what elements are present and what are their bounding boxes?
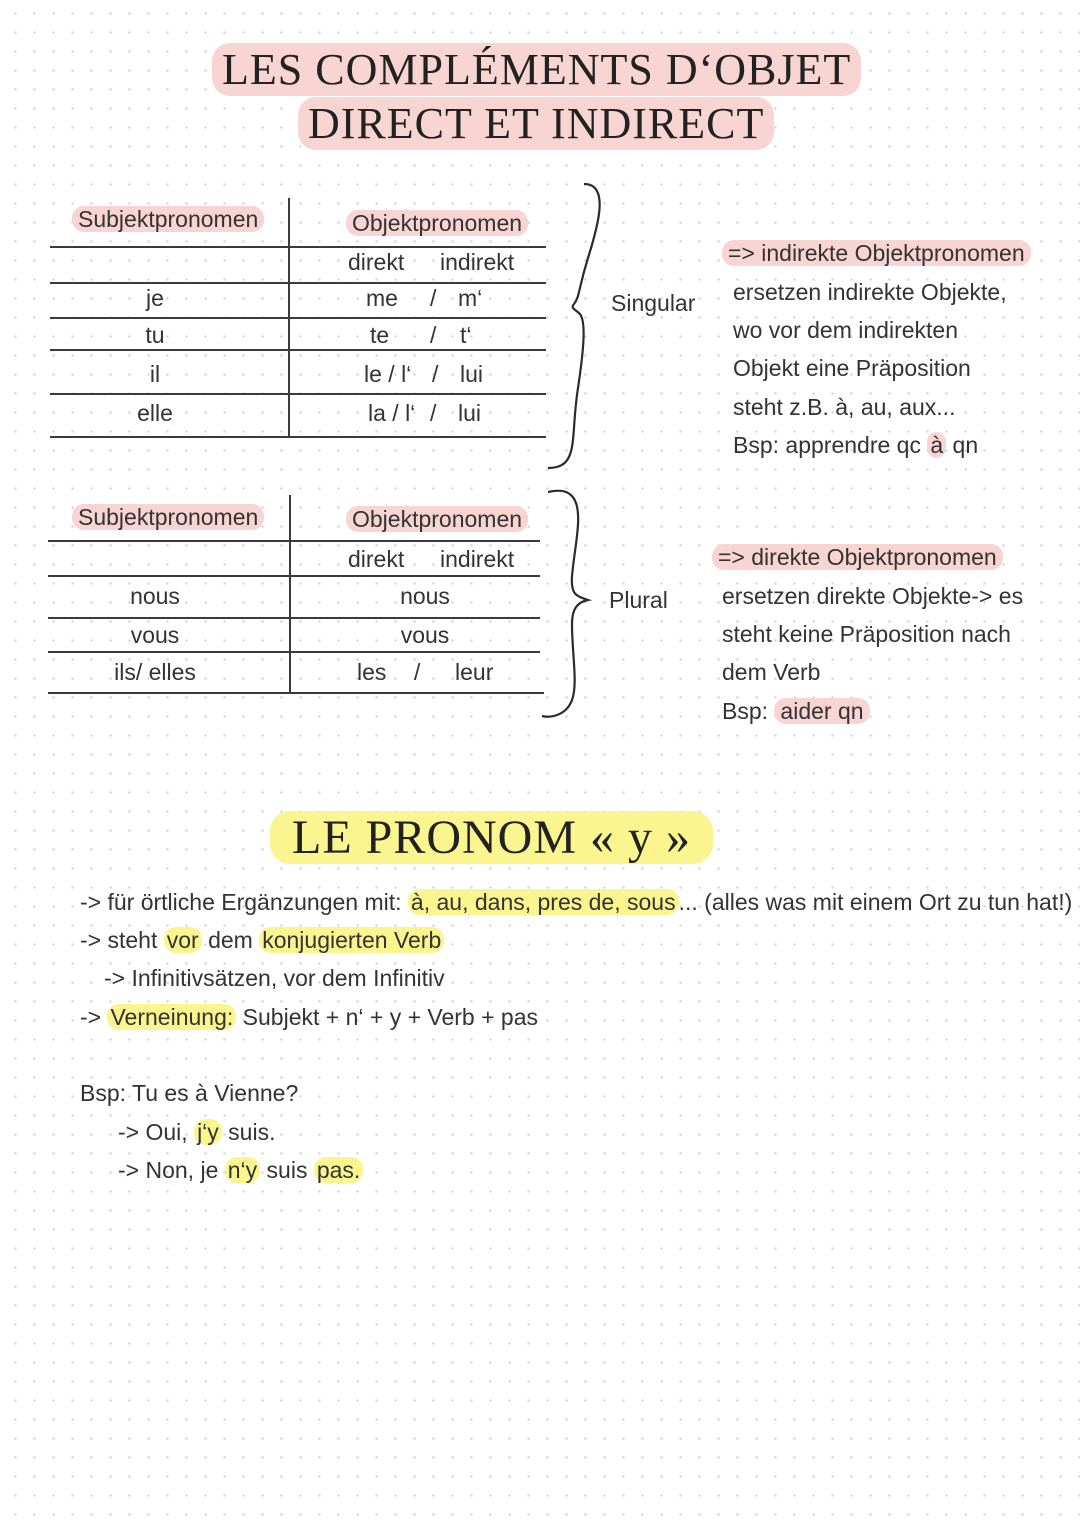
rule-line-2: -> steht vor dem konjugierten Verb (80, 929, 444, 952)
rule-line-3: -> Infinitivsätzen, vor dem Infinitiv (104, 965, 445, 991)
subject-il: il (149, 361, 161, 387)
object-indirect: lui (460, 361, 484, 387)
rule-line-4: -> Verneinung: Subjekt + n‘ + y + Verb + pas (80, 1004, 539, 1030)
object-indirect: leur (455, 659, 494, 685)
col-indirect: indirekt (440, 546, 515, 572)
object-nous: nous (400, 583, 450, 609)
object-direct: la / l‘ (368, 400, 416, 426)
col-direct: direkt (348, 546, 405, 572)
note-example: Bsp: aider qn (722, 700, 870, 723)
plural-label: Plural (609, 587, 668, 613)
separator: / (430, 322, 437, 348)
separator: / (432, 361, 439, 387)
note-line: ersetzen direkte Objekte-> es (722, 583, 1024, 609)
object-direct: me (366, 285, 398, 311)
object-direct: te (370, 322, 390, 348)
col-direct: direkt (348, 249, 405, 275)
page-title-line1: LES COMPLÉMENTS D‘OBJET (212, 48, 861, 92)
note-line: ersetzen indirekte Objekte, (733, 279, 1007, 305)
singular-brace-icon (540, 178, 610, 473)
separator: / (430, 400, 437, 426)
page-title-line2: DIRECT ET INDIRECT (298, 102, 774, 146)
plural-brace-icon (538, 484, 608, 724)
example-question: Bsp: Tu es à Vienne? (80, 1080, 299, 1106)
note-line: steht z.B. à, au, aux... (733, 394, 956, 420)
subject-tu: tu (145, 322, 165, 348)
subject-ils-elles: ils/ elles (114, 659, 196, 685)
section-title-y: LE PRONOM « y » (270, 814, 713, 862)
subject-header: Subjektpronomen (72, 506, 264, 529)
subject-elle: elle (137, 400, 173, 426)
subject-vous: vous (130, 622, 180, 648)
note-line: steht keine Präposition nach (722, 621, 1011, 647)
example-answer-yes: -> Oui, j‘y suis. (118, 1119, 276, 1145)
note-example: Bsp: apprendre qc à qn (733, 432, 979, 458)
note-line: dem Verb (722, 659, 821, 685)
rule-line-1: -> für örtliche Ergänzungen mit: à, au, dans, pres de, sous ... (alles was mit einem Ort zu tun hat!) (80, 889, 1073, 915)
object-indirect: t‘ (460, 322, 472, 348)
object-indirect: lui (458, 400, 482, 426)
note-line: wo vor dem indirekten (733, 317, 958, 343)
object-header: Objektpronomen (346, 212, 528, 235)
separator: / (414, 659, 421, 685)
note-heading: => direkte Objektpronomen (712, 546, 1003, 569)
object-direct: les (357, 659, 387, 685)
separator: / (430, 285, 437, 311)
note-heading: => indirekte Objektpronomen (722, 242, 1031, 265)
singular-label: Singular (611, 290, 696, 316)
object-vous: vous (400, 622, 450, 648)
object-indirect: m‘ (458, 285, 483, 311)
subject-header: Subjektpronomen (72, 208, 264, 231)
object-header: Objektpronomen (346, 508, 528, 531)
example-answer-no: -> Non, je n‘y suis pas. (118, 1159, 363, 1182)
subject-je: je (146, 285, 164, 311)
object-direct: le / l‘ (364, 361, 412, 387)
col-indirect: indirekt (440, 249, 515, 275)
note-line: Objekt eine Präposition (733, 355, 971, 381)
subject-nous: nous (130, 583, 180, 609)
